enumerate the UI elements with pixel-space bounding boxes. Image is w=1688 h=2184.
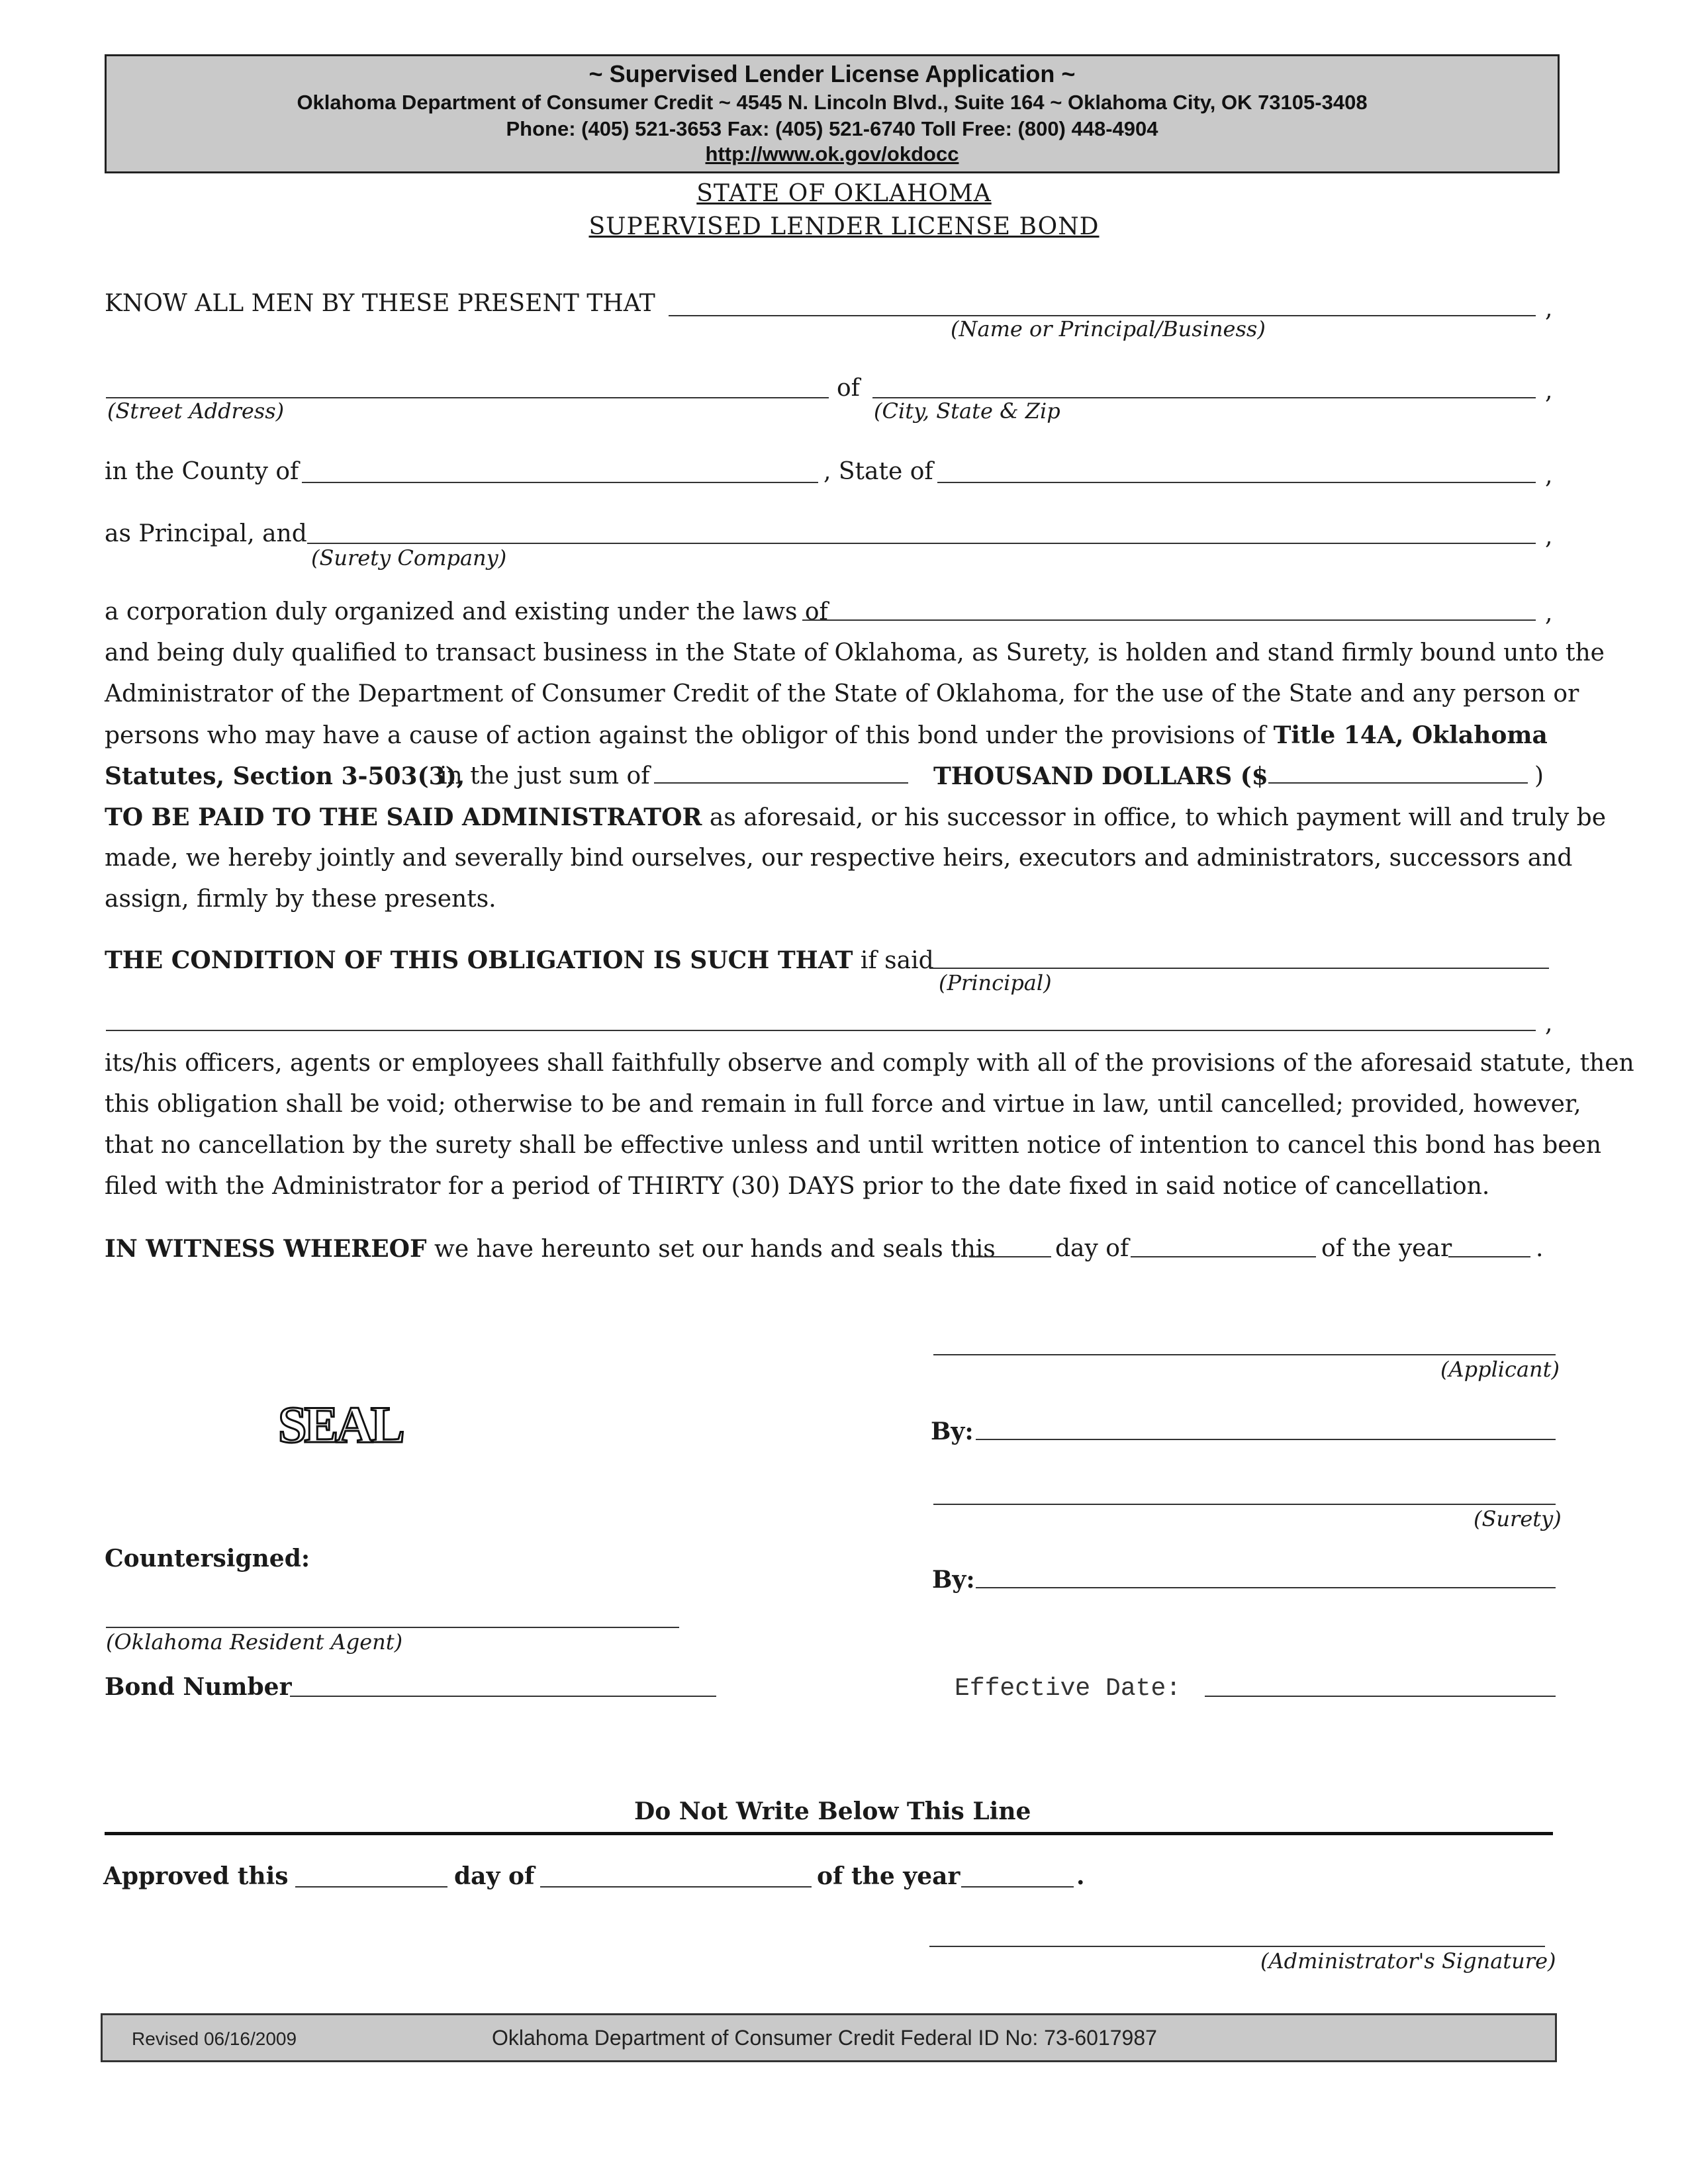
approved-year-field[interactable] bbox=[961, 1886, 1074, 1888]
thousand-dollars-label: THOUSAND DOLLARS ($ bbox=[933, 762, 1268, 790]
condition-heading: THE CONDITION OF THIS OBLIGATION IS SUCH THAT bbox=[105, 946, 853, 974]
by-label-2: By: bbox=[932, 1566, 975, 1594]
admin-signature-field[interactable] bbox=[929, 1946, 1545, 1947]
comma: , bbox=[1545, 1010, 1553, 1037]
p2-line2: this obligation shall be void; otherwise to be and remain in full force and virtue in law, until cancelled; provided, however, bbox=[105, 1091, 1581, 1118]
state-of-label: , State of bbox=[823, 458, 933, 485]
p1-line6 bbox=[105, 797, 1606, 839]
p1-line6b: as aforesaid, or his successor in office, to which payment will and truly be bbox=[709, 804, 1607, 831]
approved-month-field[interactable] bbox=[540, 1886, 812, 1888]
comma: , bbox=[1545, 523, 1553, 550]
principal-field-1[interactable] bbox=[929, 968, 1549, 969]
close-paren: ) bbox=[1534, 762, 1544, 790]
effective-date-label: Effective Date: bbox=[955, 1674, 1182, 1703]
p1-line4a: persons who may have a cause of action against the obligor of this bond under the provisions of bbox=[105, 722, 1266, 749]
condition-line bbox=[105, 940, 934, 981]
footer-banner bbox=[101, 2013, 1557, 2062]
seal-stamp: SEAL bbox=[278, 1396, 402, 1453]
department-address: Oklahoma Department of Consumer Credit ~ 4545 N. Lincoln Blvd., Suite 164 ~ Oklahoma City, OK 73105-3408 bbox=[297, 91, 1368, 114]
applicant-caption: (Applicant) bbox=[1440, 1357, 1560, 1382]
principal-field-2[interactable] bbox=[106, 1030, 1536, 1031]
applicant-by-field[interactable] bbox=[976, 1439, 1556, 1440]
state-of-incorporation-field[interactable] bbox=[802, 619, 1536, 621]
comma: , bbox=[1545, 600, 1553, 627]
witness-heading: IN WITNESS WHEREOF bbox=[105, 1235, 427, 1263]
witness-text: we have hereunto set our hands and seals this bbox=[434, 1236, 996, 1263]
city-caption: (City, State & Zip bbox=[874, 398, 1060, 424]
by-label-1: By: bbox=[931, 1418, 974, 1445]
state-title: STATE OF OKLAHOMA bbox=[696, 180, 992, 207]
of-label: of bbox=[837, 375, 860, 402]
p1-line2: and being duly qualified to transact business in the State of Oklahoma, as Surety, is holden and stand firmly bound unto the bbox=[105, 639, 1605, 666]
approved-day-of: day of bbox=[454, 1862, 535, 1890]
approved-of-year: of the year bbox=[817, 1862, 961, 1890]
header-banner bbox=[105, 54, 1560, 173]
p1-line3: Administrator of the Department of Consumer Credit of the State of Oklahoma, for the use of the State and any person or bbox=[105, 680, 1579, 707]
comma: , bbox=[1545, 377, 1553, 404]
department-url[interactable]: http://www.ok.gov/okdocc bbox=[705, 142, 959, 165]
witness-day-field[interactable] bbox=[969, 1256, 1051, 1257]
agent-caption: (Oklahoma Resident Agent) bbox=[106, 1629, 403, 1655]
comma: , bbox=[1545, 462, 1553, 489]
witness-day-of: day of bbox=[1055, 1235, 1129, 1262]
countersigned-label: Countersigned: bbox=[105, 1545, 310, 1572]
p1-line4 bbox=[105, 715, 1548, 756]
principal-caption: (Principal) bbox=[939, 970, 1052, 995]
street-caption: (Street Address) bbox=[107, 398, 285, 424]
paid-to-administrator: TO BE PAID TO THE SAID ADMINISTRATOR bbox=[105, 803, 702, 831]
p1-line8: assign, firmly by these presents. bbox=[105, 886, 496, 913]
department-phone: Phone: (405) 521-3653 Fax: (405) 521-6740 Toll Free: (800) 448-4904 bbox=[506, 117, 1158, 140]
surety-signature-field[interactable] bbox=[933, 1504, 1556, 1505]
approved-period: . bbox=[1076, 1862, 1085, 1890]
comma: , bbox=[1545, 295, 1553, 322]
resident-agent-field[interactable] bbox=[106, 1627, 679, 1628]
form-title: ~ Supervised Lender License Application ~ bbox=[588, 60, 1076, 87]
bond-number-label: Bond Number bbox=[105, 1673, 292, 1701]
if-said: if said bbox=[860, 947, 934, 974]
county-label: in the County of bbox=[105, 458, 299, 485]
p1-line1: a corporation duly organized and existing under the laws of bbox=[105, 598, 828, 625]
p1-line7: made, we hereby jointly and severally bind ourselves, our respective heirs, executors and administrators, successors and bbox=[105, 844, 1573, 872]
know-all-label: KNOW ALL MEN BY THESE PRESENT THAT bbox=[105, 290, 655, 317]
name-caption: (Name or Principal/Business) bbox=[951, 316, 1266, 341]
surety-sig-caption: (Surety) bbox=[1474, 1506, 1562, 1531]
witness-period: . bbox=[1536, 1235, 1544, 1262]
effective-date-field[interactable] bbox=[1205, 1696, 1556, 1697]
title-reference: Title 14A, Oklahoma bbox=[1273, 721, 1548, 749]
p2-line3: that no cancellation by the surety shall be effective unless and until written notice of intention to cancel this bond has been bbox=[105, 1132, 1602, 1159]
witness-month-field[interactable] bbox=[1131, 1256, 1316, 1257]
bond-number-field[interactable] bbox=[290, 1696, 716, 1697]
federal-id: Oklahoma Department of Consumer Credit Federal ID No: 73-6017987 bbox=[492, 2026, 1157, 2050]
p2-line1: its/his officers, agents or employees shall faithfully observe and comply with all of the provisions of the aforesaid statute, then bbox=[105, 1050, 1634, 1077]
witness-line bbox=[105, 1228, 996, 1270]
surety-by-field[interactable] bbox=[976, 1587, 1556, 1588]
as-principal-label: as Principal, and bbox=[105, 520, 307, 547]
approved-day-field[interactable] bbox=[295, 1886, 447, 1888]
surety-caption: (Surety Company) bbox=[311, 545, 507, 570]
witness-of-year: of the year bbox=[1321, 1235, 1452, 1262]
do-not-write-label: Do Not Write Below This Line bbox=[634, 1797, 1031, 1825]
bond-title: SUPERVISED LENDER LICENSE BOND bbox=[588, 213, 1100, 240]
witness-year-field[interactable] bbox=[1448, 1256, 1530, 1257]
sum-thousands-field[interactable] bbox=[654, 782, 908, 784]
state-field[interactable] bbox=[937, 482, 1536, 483]
dollar-amount-field[interactable] bbox=[1268, 782, 1528, 784]
county-field[interactable] bbox=[302, 482, 818, 483]
revised-date: Revised 06/16/2009 bbox=[132, 2028, 297, 2049]
statute-reference: Statutes, Section 3-503(3), bbox=[105, 762, 465, 790]
approved-label: Approved this bbox=[103, 1862, 289, 1890]
p2-line4: filed with the Administrator for a period of THIRTY (30) DAYS prior to the date fixed in said notice of cancellation. bbox=[105, 1173, 1490, 1200]
separator-line bbox=[105, 1832, 1553, 1835]
just-sum-label: in the just sum of bbox=[440, 762, 650, 790]
surety-company-field[interactable] bbox=[307, 543, 1536, 544]
admin-sig-caption: (Administrator's Signature) bbox=[1260, 1948, 1556, 1974]
applicant-signature-field[interactable] bbox=[933, 1354, 1556, 1355]
